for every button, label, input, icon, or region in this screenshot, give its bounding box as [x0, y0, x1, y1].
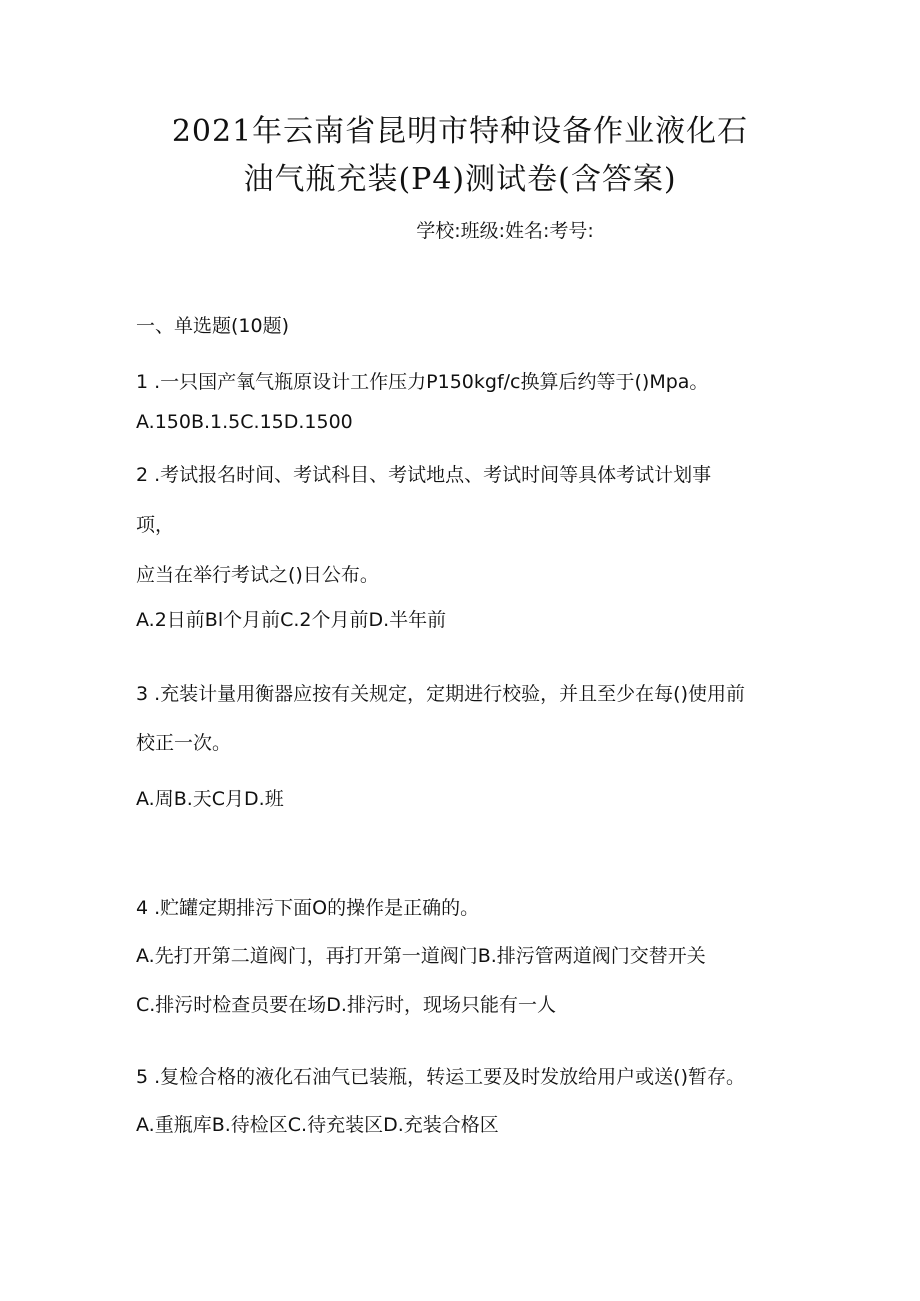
question-2-stem-cont: 项，	[136, 514, 175, 536]
question-4-stem: 4 .贮罐定期排污下面O的操作是正确的。	[136, 897, 480, 919]
question-5-options: A.重瓶库B.待检区C.待充装区D.充装合格区	[136, 1114, 499, 1136]
section-heading: 一、单选题(10题)	[136, 315, 290, 337]
exam-info-fields	[0, 218, 920, 244]
question-1-options: A.150B.1.5C.15D.1500	[136, 411, 353, 433]
question-5-stem: 5 .复检合格的液化石油气已装瓶，转运工要及时发放给用户或送()暂存。	[136, 1066, 745, 1088]
question-4-options: A.先打开第二道阀门，再打开第一道阀门B.排污管两道阀门交替开关	[136, 945, 706, 967]
question-2-stem: 2 .考试报名时间、考试科目、考试地点、考试时间等具体考试计划事	[136, 464, 712, 486]
title-line-2: 油气瓶充装(P4)测试卷(含答案)	[243, 162, 677, 197]
question-3-stem-cont: 校正一次。	[136, 732, 232, 754]
question-2-stem-cont: 应当在举行考试之()日公布。	[136, 564, 379, 586]
question-3-stem: 3 .充装计量用衡器应按有关规定，定期进行校验，并且至少在每()使用前	[136, 683, 745, 705]
exam-info-text: 学校:班级:姓名:考号:	[416, 220, 594, 242]
question-2-options: A.2日前Bl个月前C.2个月前D.半年前	[136, 609, 447, 631]
question-4-options-cont: C.排污时检查员要在场D.排污时，现场只能有一人	[136, 994, 556, 1016]
title-line-1: 2021年云南省昆明市特种设备作业液化石	[171, 114, 749, 149]
question-1-stem: 1 .一只国产氧气瓶原设计工作压力P150kgf∕c换算后约等于()Mpa。	[136, 371, 709, 393]
question-3-options: A.周B.天C月D.班	[136, 788, 284, 810]
